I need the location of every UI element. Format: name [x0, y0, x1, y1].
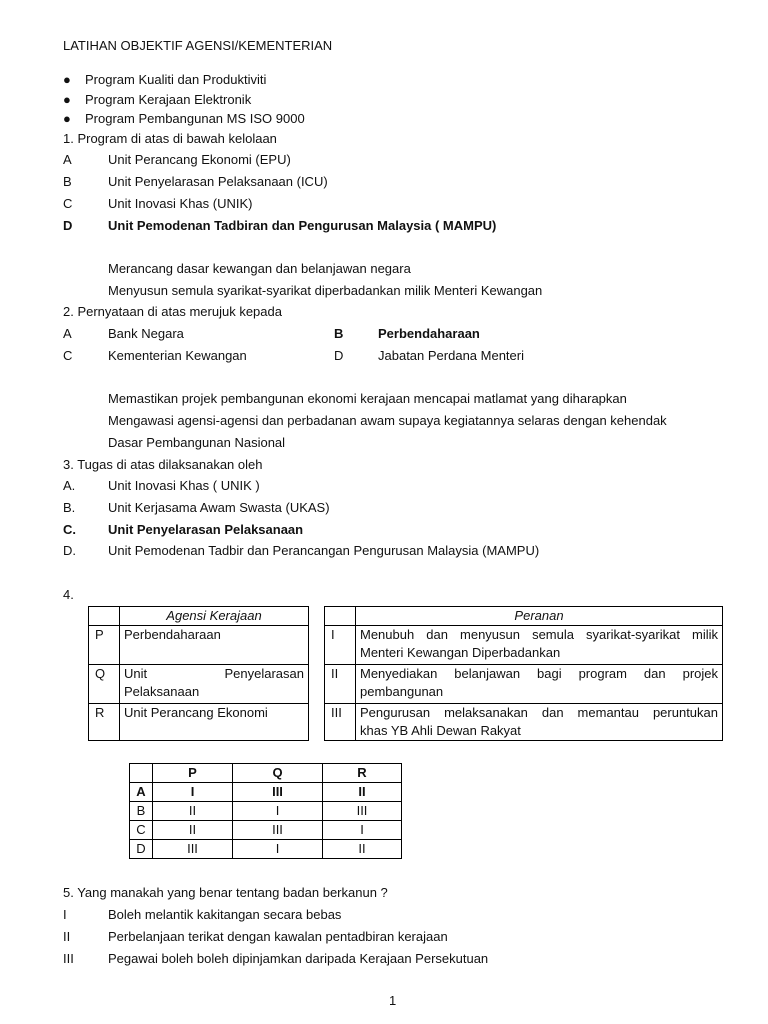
value-cell: I — [233, 802, 323, 821]
bullet-icon: ● — [63, 72, 71, 87]
bullet-item: Program Pembangunan MS ISO 9000 — [85, 111, 305, 126]
header-blank-cell — [130, 764, 153, 783]
bullet-item: Program Kerajaan Elektronik — [85, 92, 252, 107]
item-text: Pegawai boleh boleh dipinjamkan daripada Kerajaan Persekutuan — [108, 951, 489, 966]
option-text: Unit Penyelarasan Pelaksanaan (ICU) — [108, 174, 328, 189]
option-text: Unit Perancang Ekonomi (EPU) — [108, 152, 291, 167]
row-label: II — [325, 665, 356, 704]
table-row — [325, 626, 723, 665]
role-table — [324, 606, 723, 741]
table-row — [130, 821, 402, 840]
role-cell — [356, 665, 723, 704]
table-row — [130, 840, 402, 859]
value-cell: I — [323, 821, 402, 840]
option-text: Unit Kerjasama Awam Swasta (UKAS) — [108, 500, 330, 515]
option-text: Kementerian Kewangan — [108, 348, 247, 363]
option-letter: A — [63, 152, 72, 167]
table-row — [89, 704, 309, 741]
column-header: R — [323, 764, 402, 783]
agency-cell — [120, 704, 309, 741]
option-letter: B — [334, 326, 344, 341]
column-header: Q — [233, 764, 323, 783]
option-text: Unit Penyelarasan Pelaksanaan — [108, 522, 304, 537]
option-letter: A. — [63, 478, 76, 493]
row-label: P — [89, 626, 120, 665]
option-letter: D — [334, 348, 344, 363]
item-numeral: I — [63, 907, 67, 922]
option-text: Perbendaharaan — [378, 326, 480, 341]
value-cell: III — [153, 840, 233, 859]
table-row — [325, 704, 723, 741]
role-cell — [356, 626, 723, 665]
option-cell: B — [130, 802, 153, 821]
value-cell: I — [153, 783, 233, 802]
role-header: Peranan — [356, 607, 723, 626]
statement: Menyusun semula syarikat-syarikat diperbadankan milik Menteri Kewangan — [108, 283, 543, 298]
option-cell: C — [130, 821, 153, 840]
item-numeral: II — [63, 929, 71, 944]
option-text: Unit Inovasi Khas ( UNIK ) — [108, 478, 260, 493]
role-line: khas YB Ahli Dewan Rakyat — [360, 723, 521, 738]
option-letter: B — [63, 174, 72, 189]
agency-line: Unit Perancang Ekonomi — [124, 705, 268, 720]
role-cell — [356, 704, 723, 741]
option-cell: A — [130, 783, 153, 802]
question-number: 4. — [63, 587, 74, 602]
page-number: 1 — [389, 993, 397, 1008]
bullet-item: Program Kualiti dan Produktiviti — [85, 72, 267, 87]
role-line: Menyediakan belanjawan bagi program dan projek — [360, 666, 718, 681]
statement: Memastikan projek pembangunan ekonomi kerajaan mencapai matlamat yang diharapkan — [108, 391, 627, 406]
role-line: Pengurusan melaksanakan dan memantau peruntukan — [360, 705, 718, 720]
row-label: Q — [89, 665, 120, 704]
header-blank-cell — [325, 607, 356, 626]
value-cell: II — [153, 802, 233, 821]
row-label: R — [89, 704, 120, 741]
agency-line: Unit Penyelarasan — [124, 666, 304, 681]
column-header: P — [153, 764, 233, 783]
answer-table — [129, 763, 402, 859]
role-line: Menubuh dan menyusun semula syarikat-syarikat milik — [360, 627, 718, 642]
question-text: 2. Pernyataan di atas merujuk kepada — [63, 304, 282, 319]
option-letter: C. — [63, 522, 76, 537]
question-text: 3. Tugas di atas dilaksanakan oleh — [63, 457, 263, 472]
page-title: LATIHAN OBJEKTIF AGENSI/KEMENTERIAN — [63, 38, 333, 53]
option-letter: C — [63, 196, 73, 211]
agency-line: Perbendaharaan — [124, 627, 221, 642]
option-cell: D — [130, 840, 153, 859]
option-text: Jabatan Perdana Menteri — [378, 348, 524, 363]
header-blank-cell — [89, 607, 120, 626]
statement: Mengawasi agensi-agensi dan perbadanan awam supaya kegiatannya selaras dengan kehendak — [108, 413, 667, 428]
row-label: I — [325, 626, 356, 665]
option-text: Unit Pemodenan Tadbiran dan Pengurusan Malaysia ( MAMPU) — [108, 218, 497, 233]
value-cell: III — [233, 783, 323, 802]
table-row — [130, 802, 402, 821]
question-text: 5. Yang manakah yang benar tentang badan berkanun ? — [63, 885, 388, 900]
option-letter: B. — [63, 500, 76, 515]
option-letter: C — [63, 348, 73, 363]
item-text: Boleh melantik kakitangan secara bebas — [108, 907, 342, 922]
option-text: Unit Pemodenan Tadbir dan Perancangan Pengurusan Malaysia (MAMPU) — [108, 543, 540, 558]
item-text: Perbelanjaan terikat dengan kawalan pentadbiran kerajaan — [108, 929, 448, 944]
bullet-icon: ● — [63, 92, 71, 107]
item-numeral: III — [63, 951, 74, 966]
role-line: Menteri Kewangan Diperbadankan — [360, 645, 561, 660]
role-line: pembangunan — [360, 684, 444, 699]
option-letter: D. — [63, 543, 76, 558]
statement: Dasar Pembangunan Nasional — [108, 435, 286, 450]
table-row — [89, 626, 309, 665]
agency-cell — [120, 665, 309, 704]
agency-table — [88, 606, 309, 741]
statement: Merancang dasar kewangan dan belanjawan negara — [108, 261, 411, 276]
option-letter: D — [63, 218, 73, 233]
table-row — [325, 665, 723, 704]
value-cell: II — [323, 783, 402, 802]
option-letter: A — [63, 326, 72, 341]
agency-cell — [120, 626, 309, 665]
agency-line: Pelaksanaan — [124, 684, 200, 699]
table-row — [89, 665, 309, 704]
agency-header: Agensi Kerajaan — [120, 607, 309, 626]
table-row — [130, 783, 402, 802]
option-text: Bank Negara — [108, 326, 184, 341]
value-cell: III — [323, 802, 402, 821]
value-cell: III — [233, 821, 323, 840]
row-label: III — [325, 704, 356, 741]
option-text: Unit Inovasi Khas (UNIK) — [108, 196, 253, 211]
value-cell: II — [153, 821, 233, 840]
question-text: 1. Program di atas di bawah kelolaan — [63, 131, 277, 146]
value-cell: II — [323, 840, 402, 859]
bullet-icon: ● — [63, 111, 71, 126]
value-cell: I — [233, 840, 323, 859]
